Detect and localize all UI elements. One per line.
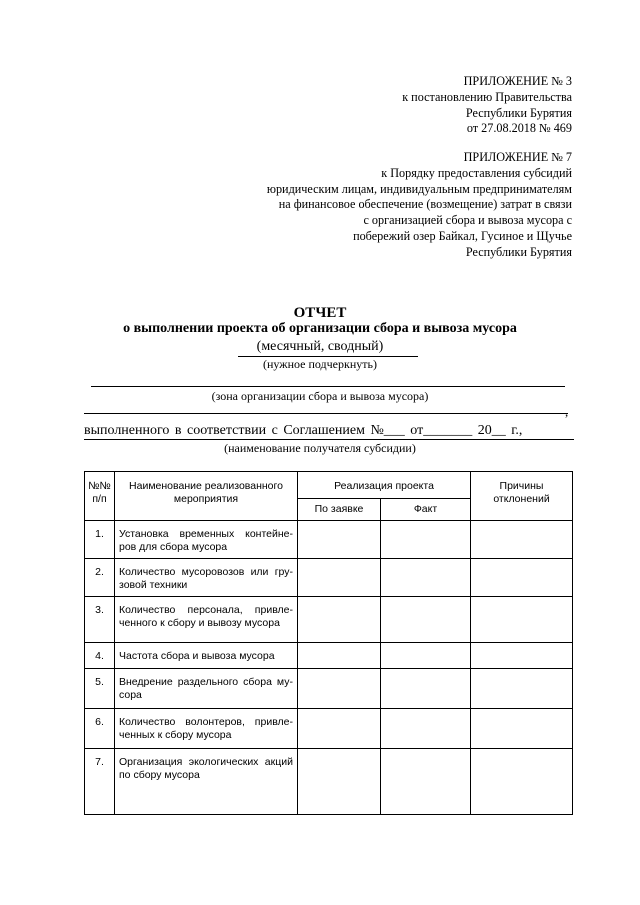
table-row — [85, 669, 573, 709]
recipient-note: (наименование получателя субсидии) — [224, 441, 416, 455]
row-number: 4. — [85, 643, 115, 669]
agreement-line: выполненного в соответствии с Соглашением №___ от_______ 20__ г., — [84, 423, 523, 438]
cell-fact[interactable] — [381, 669, 471, 709]
cell-fact[interactable] — [381, 597, 471, 643]
recipient-fill-line — [84, 413, 568, 414]
cell-fact[interactable] — [381, 559, 471, 597]
row-activity: Установка временных контейне-ров для сбора мусора — [115, 521, 298, 559]
cell-by-request[interactable] — [298, 643, 381, 669]
cell-reasons[interactable] — [471, 709, 573, 749]
row-activity: Внедрение раздельного сбора му-сора — [115, 669, 298, 709]
row-activity: Количество волонтеров, привле-ченных к сбору мусора — [115, 709, 298, 749]
cell-by-request[interactable] — [298, 559, 381, 597]
appendix-7-line: Республики Бурятия — [465, 244, 572, 259]
table-row — [85, 559, 573, 597]
report-title: ОТЧЕТ — [293, 305, 347, 321]
period-note: (нужное подчеркнуть) — [263, 357, 377, 371]
zone-note: (зона организации сбора и вывоза мусора) — [211, 389, 429, 403]
row-activity: Организация экологических акций по сбору мусора — [115, 749, 298, 815]
cell-reasons[interactable] — [471, 749, 573, 815]
table-row — [85, 597, 573, 643]
cell-fact[interactable] — [381, 521, 471, 559]
report-period: (месячный, сводный) — [256, 339, 384, 354]
appendix-3-header — [402, 74, 572, 137]
header-reasons: Причины отклонений — [471, 472, 573, 521]
appendix-3-line: от 27.08.2018 № 469 — [466, 121, 572, 136]
cell-by-request[interactable] — [298, 749, 381, 815]
agreement-underline — [84, 439, 574, 440]
header-name: Наименование реализованного мероприятия — [115, 472, 298, 521]
header-num: №№ п/п — [85, 472, 115, 521]
appendix-3-line: ПРИЛОЖЕНИЕ № 3 — [463, 74, 572, 88]
table-row — [85, 709, 573, 749]
row-number: 7. — [85, 749, 115, 815]
appendix-7-header — [267, 150, 572, 261]
appendix-3-line: к постановлению Правительства — [402, 89, 572, 104]
cell-by-request[interactable] — [298, 597, 381, 643]
appendix-7-line: юридическим лицам, индивидуальным предпринимателям — [266, 181, 572, 196]
header-fact: Факт — [381, 499, 471, 521]
appendix-7-line: побережий озер Байкал, Гусиное и Щучье — [353, 228, 572, 243]
appendix-7-line: к Порядку предоставления субсидий — [381, 165, 572, 180]
table-row — [85, 521, 573, 559]
row-activity: Количество мусоровозов или гру-зовой техники — [115, 559, 298, 597]
recipient-line-comma: , — [565, 404, 569, 419]
header-by-request: По заявке — [298, 499, 381, 521]
header-realization: Реализация проекта — [298, 472, 471, 499]
zone-fill-line — [91, 386, 565, 387]
report-subtitle: о выполнении проекта об организации сбора и вывоза мусора — [123, 321, 517, 336]
cell-reasons[interactable] — [471, 597, 573, 643]
row-activity: Частота сбора и вывоза мусора — [115, 643, 298, 669]
table-row — [85, 749, 573, 815]
appendix-7-line: ПРИЛОЖЕНИЕ № 7 — [463, 150, 572, 164]
row-number: 3. — [85, 597, 115, 643]
cell-fact[interactable] — [381, 749, 471, 815]
row-number: 2. — [85, 559, 115, 597]
cell-by-request[interactable] — [298, 709, 381, 749]
row-activity: Количество персонала, привле-ченного к сбору и вывозу мусора — [115, 597, 298, 643]
appendix-7-line: на финансовое обеспечение (возмещение) затрат в связи — [278, 197, 572, 212]
report-table — [84, 471, 573, 815]
row-number: 6. — [85, 709, 115, 749]
cell-fact[interactable] — [381, 709, 471, 749]
appendix-3-line: Республики Бурятия — [465, 105, 572, 120]
cell-reasons[interactable] — [471, 521, 573, 559]
table-row — [85, 643, 573, 669]
cell-by-request[interactable] — [298, 669, 381, 709]
cell-by-request[interactable] — [298, 521, 381, 559]
cell-reasons[interactable] — [471, 559, 573, 597]
cell-reasons[interactable] — [471, 643, 573, 669]
cell-fact[interactable] — [381, 643, 471, 669]
appendix-7-line: с организацией сбора и вывоза мусора с — [363, 213, 572, 228]
cell-reasons[interactable] — [471, 669, 573, 709]
row-number: 5. — [85, 669, 115, 709]
row-number: 1. — [85, 521, 115, 559]
